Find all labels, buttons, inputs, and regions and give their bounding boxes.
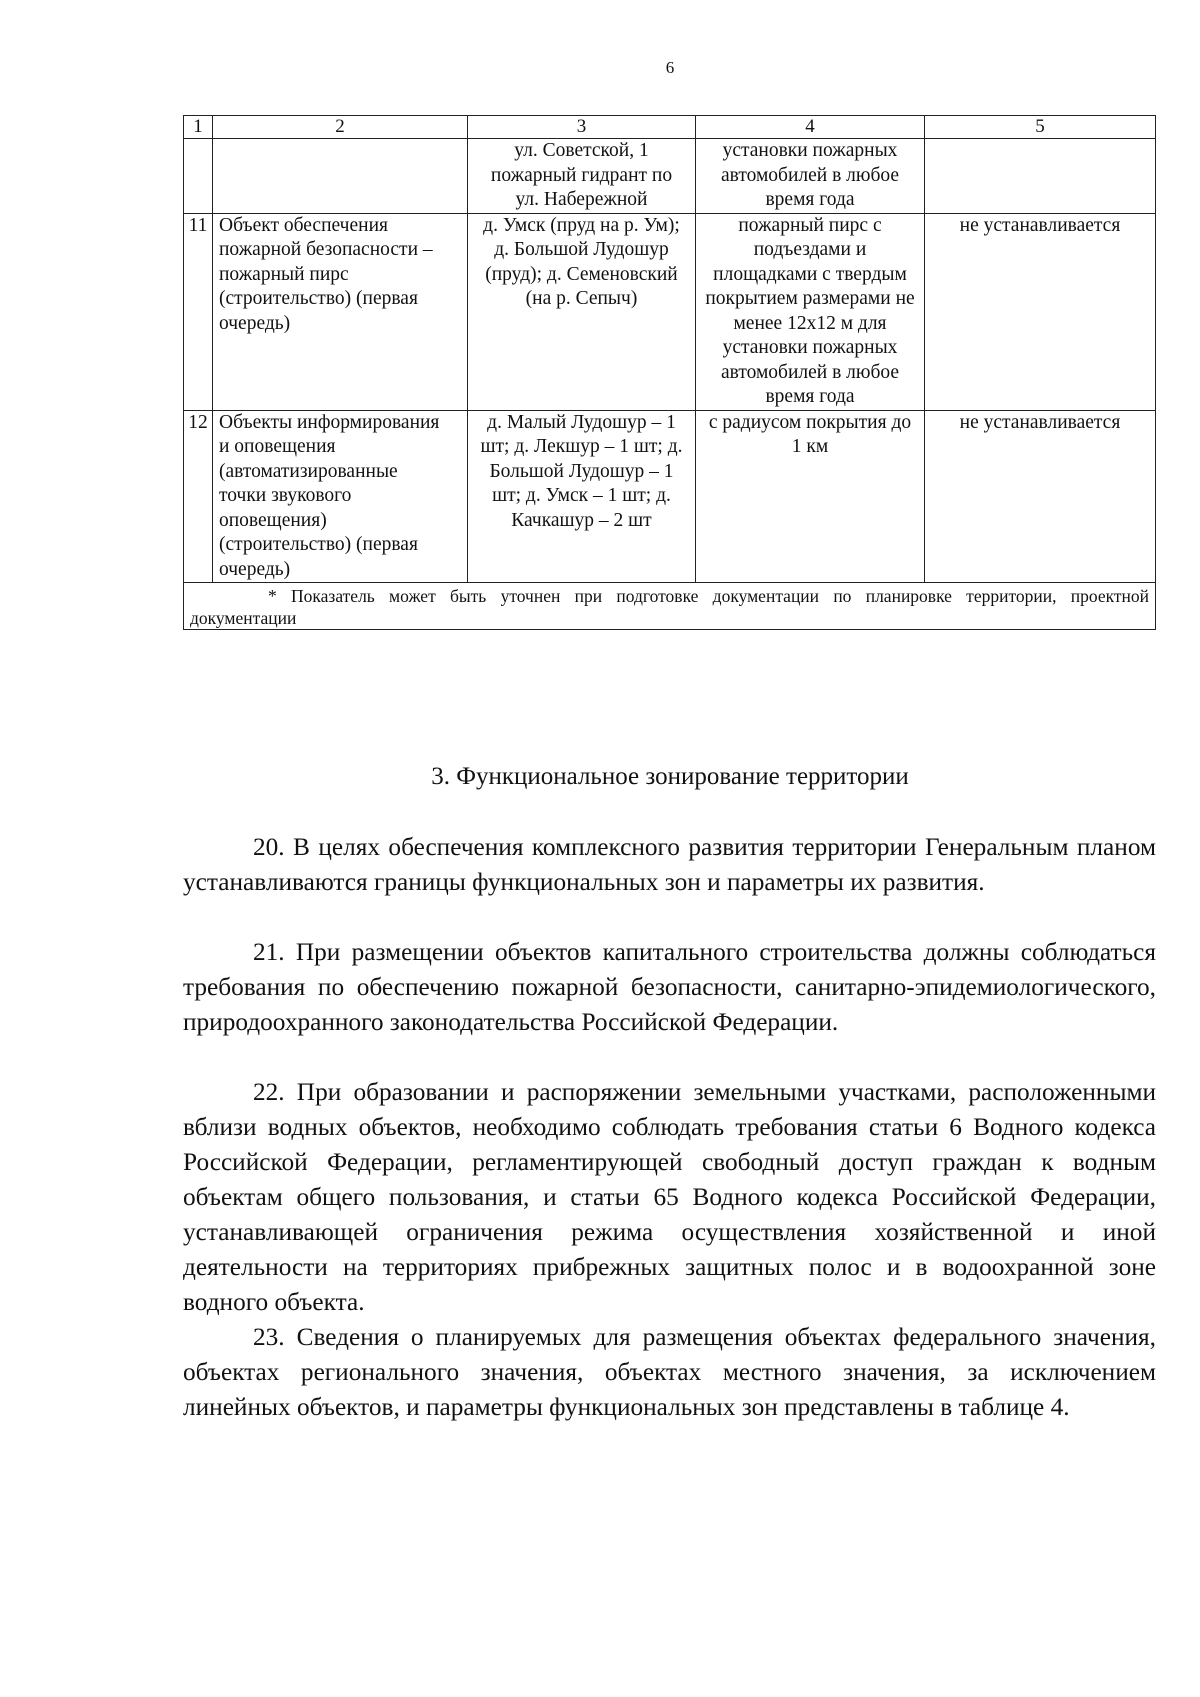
cell-characteristics: установки пожарных автомобилей в любое время года [696,139,925,214]
header-cell-2: 2 [213,116,468,139]
objects-table [183,115,1156,630]
table-row-12 [184,410,1156,583]
section-heading: 3. Функциональное зонирование территории [431,763,909,790]
paragraph-text: 23. Сведения о планируемых для размещения объектах федерального значения, объектах регионального значения, объектах местного значения, за исключением линейных объектов, и параметры функциональных зон представлены в таблице 4. [183,1323,1156,1421]
header-cell-1: 1 [184,116,213,139]
paragraph-text: 22. При образовании и распоряжении земельными участками, расположенными вблизи водных объектов, необходимо соблюдать требования статьи 6 Водного кодекса Российской Федерации, регламентирующей свободный доступ граждан к водным объектам общего пользования, и статьи 65 Водного кодекса Российской Федерации, устанавливающей ограничения режима осуществления хозяйственной и иной деятельности на территориях прибрежных защитных полос и в водоохранной зоне водного объекта. [183,1078,1156,1316]
paragraph-23 [183,1320,1156,1425]
cell-name [213,139,468,214]
cell-zone [925,139,1156,214]
paragraph-22 [183,1075,1156,1320]
header-cell-4: 4 [696,116,925,139]
page-number: 6 [665,58,675,77]
table-footnote [184,583,1156,630]
table-footnote-row [184,583,1156,630]
cell-location: д. Малый Лудошур – 1 шт; д. Лекшур – 1 шт; д. Большой Лудошур – 1 шт; д. Умск – 1 шт; д. Качкашур – 2 шт [468,410,696,583]
cell-num: 11 [184,213,213,410]
table-header-row [184,116,1156,139]
table-row-continuation [184,139,1156,214]
cell-num [184,139,213,214]
footnote-text: Показатель может быть уточнен при подготовке документации по планировке территории, проектной документации [190,586,1150,628]
header-cell-5: 5 [925,116,1156,139]
cell-location: д. Умск (пруд на р. Ум); д. Большой Лудошур (пруд); д. Семеновский (на р. Сепыч) [468,213,696,410]
cell-zone: не устанавливается [925,410,1156,583]
cell-location: ул. Советской, 1 пожарный гидрант по ул. Набережной [468,139,696,214]
paragraph-21 [183,935,1156,1040]
paragraph-text: 20. В целях обеспечения комплексного развития территории Генеральным планом устанавливаются границы функциональных зон и параметры их развития. [183,833,1156,896]
table-row-11 [184,213,1156,410]
cell-characteristics: пожарный пирс с подъездами и площадками с твердым покрытием размерами не менее 12х12 м для установки пожарных автомобилей в любое время года [696,213,925,410]
paragraph-20 [183,830,1156,900]
footnote-mark: * [268,586,277,606]
paragraph-text: 21. При размещении объектов капитального строительства должны соблюдаться требования по обеспечению пожарной безопасности, санитарно-эпидемиологического, природоохранного законодательства Российской Федерации. [183,938,1156,1036]
cell-num: 12 [184,410,213,583]
cell-characteristics: с радиусом покрытия до 1 км [696,410,925,583]
cell-name: Объекты информирования и оповещения (автоматизированные точки звукового оповещения) (строительство) (первая очередь) [213,410,468,583]
cell-zone: не устанавливается [925,213,1156,410]
header-cell-3: 3 [468,116,696,139]
cell-name: Объект обеспечения пожарной безопасности – пожарный пирс (строительство) (первая очередь) [213,213,468,410]
